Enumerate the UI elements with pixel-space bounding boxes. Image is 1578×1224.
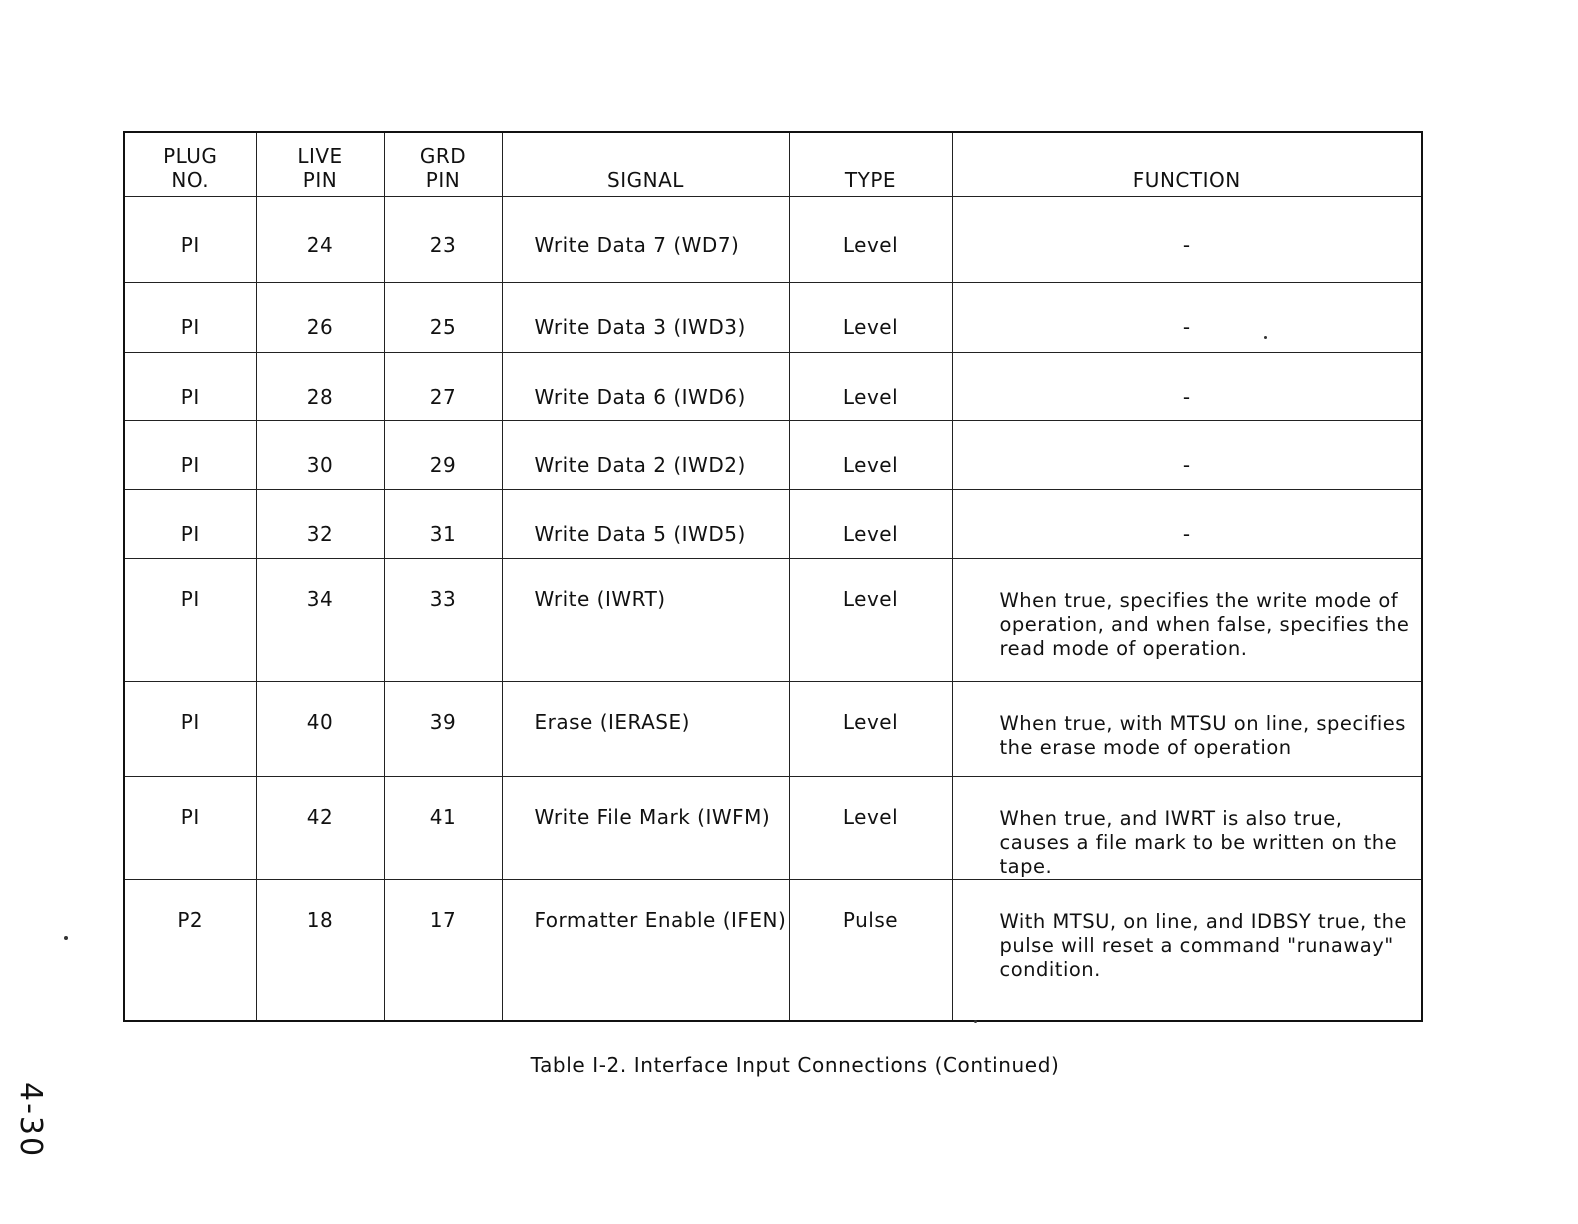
table-caption: Table I-2. Interface Input Connections (Continued) <box>530 1053 1060 1077</box>
signal-cell: Erase (IERASE) <box>502 682 789 777</box>
function-cell: - <box>952 283 1422 353</box>
table-row <box>124 682 1422 777</box>
plug-cell: PI <box>124 682 256 777</box>
type-cell: Level <box>789 421 952 490</box>
scan-speck <box>974 1020 977 1023</box>
signal-cell: Write Data 3 (IWD3) <box>502 283 789 353</box>
live-pin-cell: 28 <box>256 353 384 421</box>
type-cell: Level <box>789 682 952 777</box>
table-row <box>124 490 1422 559</box>
plug-cell: PI <box>124 283 256 353</box>
plug-cell: PI <box>124 421 256 490</box>
function-cell: - <box>952 197 1422 283</box>
header-plug-no: PLUG NO. <box>124 132 256 197</box>
signal-cell: Write (IWRT) <box>502 559 789 682</box>
type-cell: Level <box>789 777 952 880</box>
function-cell: When true, with MTSU on line, specifies the erase mode of operation <box>952 682 1422 777</box>
signal-cell: Formatter Enable (IFEN) <box>502 880 789 1021</box>
live-pin-cell: 18 <box>256 880 384 1021</box>
plug-cell: PI <box>124 559 256 682</box>
header-signal: SIGNAL <box>502 132 789 197</box>
header-function: FUNCTION <box>952 132 1422 197</box>
function-cell: When true, and IWRT is also true, causes a file mark to be written on the tape. <box>952 777 1422 880</box>
function-cell: - <box>952 353 1422 421</box>
header-live-pin: LIVE PIN <box>256 132 384 197</box>
header-type: TYPE <box>789 132 952 197</box>
grd-pin-cell: 39 <box>384 682 502 777</box>
header-grd-pin: GRD PIN <box>384 132 502 197</box>
interface-input-connections-table <box>123 131 1423 1022</box>
grd-pin-cell: 29 <box>384 421 502 490</box>
function-cell: With MTSU, on line, and IDBSY true, the pulse will reset a command "runaway" condition. <box>952 880 1422 1021</box>
plug-cell: PI <box>124 353 256 421</box>
live-pin-cell: 42 <box>256 777 384 880</box>
signal-cell: Write Data 2 (IWD2) <box>502 421 789 490</box>
function-cell: When true, specifies the write mode of operation, and when false, specifies the read mode of operation. <box>952 559 1422 682</box>
type-cell: Pulse <box>789 880 952 1021</box>
table-row <box>124 353 1422 421</box>
scan-speck <box>64 936 68 940</box>
scan-speck <box>1264 336 1267 339</box>
table-row <box>124 197 1422 283</box>
live-pin-cell: 30 <box>256 421 384 490</box>
live-pin-cell: 24 <box>256 197 384 283</box>
grd-pin-cell: 17 <box>384 880 502 1021</box>
grd-pin-cell: 23 <box>384 197 502 283</box>
plug-cell: P2 <box>124 880 256 1021</box>
signal-cell: Write Data 6 (IWD6) <box>502 353 789 421</box>
type-cell: Level <box>789 353 952 421</box>
signal-cell: Write File Mark (IWFM) <box>502 777 789 880</box>
function-cell: - <box>952 490 1422 559</box>
table-row <box>124 421 1422 490</box>
type-cell: Level <box>789 197 952 283</box>
live-pin-cell: 40 <box>256 682 384 777</box>
table-row <box>124 559 1422 682</box>
type-cell: Level <box>789 559 952 682</box>
live-pin-cell: 34 <box>256 559 384 682</box>
table-row <box>124 283 1422 353</box>
table-row <box>124 880 1422 1021</box>
plug-cell: PI <box>124 197 256 283</box>
grd-pin-cell: 25 <box>384 283 502 353</box>
live-pin-cell: 26 <box>256 283 384 353</box>
type-cell: Level <box>789 283 952 353</box>
function-cell: - <box>952 421 1422 490</box>
table-header-row <box>124 132 1422 197</box>
grd-pin-cell: 41 <box>384 777 502 880</box>
plug-cell: PI <box>124 777 256 880</box>
grd-pin-cell: 27 <box>384 353 502 421</box>
live-pin-cell: 32 <box>256 490 384 559</box>
page-number: 4-30 <box>13 1082 48 1159</box>
signal-cell: Write Data 7 (WD7) <box>502 197 789 283</box>
grd-pin-cell: 33 <box>384 559 502 682</box>
type-cell: Level <box>789 490 952 559</box>
table-row <box>124 777 1422 880</box>
grd-pin-cell: 31 <box>384 490 502 559</box>
plug-cell: PI <box>124 490 256 559</box>
signal-cell: Write Data 5 (IWD5) <box>502 490 789 559</box>
